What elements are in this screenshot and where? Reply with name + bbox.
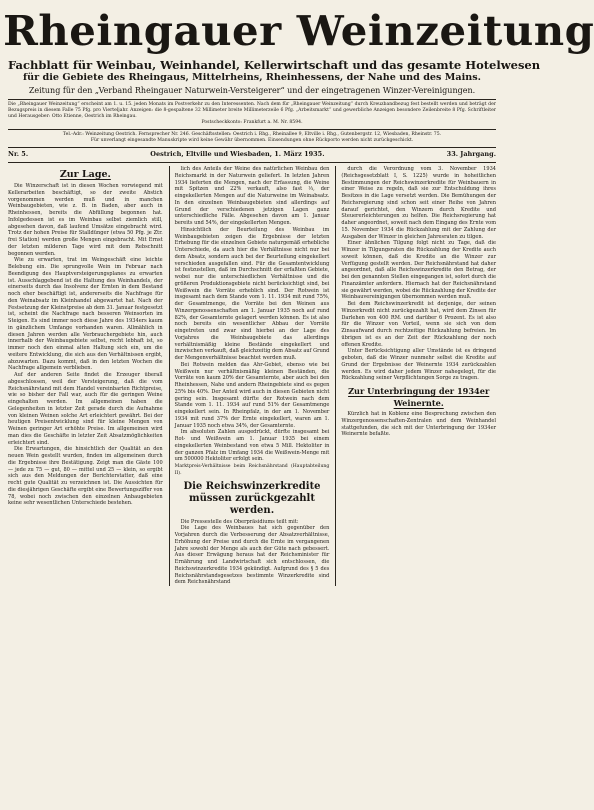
article-columns	[8, 166, 496, 586]
postscheck-info: Postscheckkonto: Frankfurt a. M. Nr. 8594.	[201, 120, 303, 125]
divider	[8, 162, 496, 163]
paragraph: Unter Berücksichtigung aller Umstände ist es dringend geboten, daß die Winzer nunmehr selbst die Kredite auf Grund der Ergebnisse der Weinernte 1934 zurückzahlen werden. Es wird daher jedem Winzer nahegelegt, für die Rückzahlung seiner Verpflichtungen Sorge zu tragen.	[341, 348, 497, 382]
article-heading-reichswinzerkredite: Die Reichswinzerkredite müssen zurückgezahlt werden.	[183, 480, 321, 516]
paragraph: Die Lage des Weinbaues hat sich gegenüber den Vorjahren durch die Verbesserung der Absatzverhältnisse, Erhöhung der Preise und durch die Ernte im vergangenen Jahre sowohl der Menge als auch der Güte nach gebessert. Aus dieser Erwägung heraus hat der Reichsminister für Ernährung und Landwirtschaft sich entschlossen, die Reichswinzerkredite 1934 gekündigt. Aufgrund des § 5 des Reichsnährstandsgesetzes bestimmte Winzerkredite sind dem Reichsnährstand	[174, 525, 330, 586]
masthead-title: Rheingauer Weinzeitung	[3, 7, 594, 55]
subtitle-line-1: Fachblatt für Weinbau, Weinhandel, Kellerwirtschaft und das gesamte Hotelwesen	[8, 58, 541, 72]
column-3	[335, 166, 496, 586]
contact-info: Tel.-Adr.: Weinzeitung Oestrich. Fernsprecher Nr. 246. Geschäftsstellen: Oestrich i. Rhg., Rheinallee 9, Eltville i. Rhg., Gutenbergstr. 12, Wiesbaden, Rheinstr. 75.	[62, 132, 442, 137]
subtitle-line-3: Zeitung für den „Verband Rheingauer Naturwein-Versteigerer“ und der eingetragenen Winzer-Vereinigungen.	[28, 86, 476, 95]
paragraph: Die Pressestelle des Oberpräsidiums teilt mit:	[180, 518, 299, 525]
paragraph: durch die Verordnung vom 3. November 1934 (Reichsgesetzblatt I, S. 1225) wurde in hoheitlichen Bestimmungen der Reichswinzerkredite für Weinbauern in einer Weise zu regeln, daß sie zur Entschuldung ihres Besitzes in die Lage versetzt werden. Die Bemühungen der Reichsregierung sind schon seit einer Reihe von Jahren darauf gerichtet, den Winzern durch Kredite und Steuererleichterungen zu helfen. Die Reichsregierung hat daher angeordnet, soweit nach dem Eingang des Ernte vom 15. November 1934 die Rückzahlung mit der Zahlung der Ausgaben der Winzer in gleichen Jahresraten zu tilgen.	[341, 166, 497, 240]
paragraph: lich des Anteils der Weine des natürlichen Weinbau den Reichsmarkt in der Naturwein geliefert. In letzten Jahren 1934 lieferten die Mengen, nach der Erfassung, die Weine mit Spitzen und 22% verkauft, also fast ⅓, der eingekellerten Mengen auf die Naturweine im Weinabsatz. In den einzelnen Weinbaugebieten sind allerdings auf Grund der verschiedenen jetzigen Lagen ganz unterschiedliche Fälle. Abgesehen davon am 1. Januar bereits und 54%, der eingekellerten Mengen.	[174, 166, 330, 226]
column-1	[8, 166, 163, 586]
paragraph: Die Winzerschaft ist in diesen Wochen vorwiegend mit Kellerarbeiten beschäftigt, so der zweite Abstich vorgenommen werden muß und in manchen Weinbaugebieten, wie z. B. in Baden, aber auch in Rheinhessen, bereits die Abfüllung begonnen hat. Infolgedessen ist es im Weinbau selbst ziemlich still, abgesehen davon, daß laufend Umsätze eingebracht wird. Trotz der hohen Preise für Stalldünger (etwa 50 Pfg. je Ztr. frei Station) werden große Mengen eingebracht. Mit Ernst der letzten milderen Tage wird mit dem Rebschnitt begonnen werden.	[8, 183, 163, 257]
divider	[8, 99, 496, 100]
paragraph: Im absoluten Zahlen ausgedrückt, dürfte insgesamt bei Rot- und Weißwein am 1. Januar 1935 bei einem eingekellerten Weinbestand von etwa 5 Mill. Hektoliter in der ganzen Pfalz im Umfang 1934 die Weißwein-Menge mit um 500000 Hektoliter erfolgt sein.	[174, 429, 330, 463]
subtitle-line-2: für die Gebiete des Rheingaus, Mittelrheins, Rheinhessens, der Nahe und des Mains.	[23, 72, 481, 83]
paragraph: Hinsichtlich der Beurteilung des Weinbau im Weinbaugebieten zeigen die Ergebnisse der letzten Erhebung für die einzelnen Gebiete naturgemäß erhebliche Unterschiede, da auch hier die Verhältnisse nicht nur bei dem Absatz, sondern auch bei der Beurteilung eingekellert verschieden ausgefallen sind. Für die Gesamtentwicklung ist festzustellen, daß im Durchschnitt der erfaßten Gebiete, wobei nur die unterschiedlichen Verhältnisse und die größeren Produktionsgebiete nicht berücksichtigt sind, bei Weißwein die Vorräte erheblich sind. Der Rotwein ist insgesamt nach dem Stande vom 1. 11. 1934 mit rund 75%, der Gesamtmenge, die Vorräte bei den Weinen aus Winzergenossenschaften am 1. Januar 1935 noch auf rund 82%, der Gesamternte gelagert werden können. Es ist also noch bereits ein wesentlicher Abbau der Vorräte eingetreten und zwar sind hierbei an der Lage des Vorjahres die Weinbaugebiete das allerdings verhältnismäßig kleine Bestände eingekellert und inzwischen verkauft, daß gleichzeitig dem Absatz auf Grund der Mengenverhältnisse beachtet werden muß.	[174, 226, 330, 361]
issue-place-date: Oestrich, Eltville und Wiesbaden, 1. März 1935.	[150, 150, 325, 158]
paragraph: Auf der anderen Seite findet die Erzeuger überall abgeschlossen, weil der Versteigerung, daß die vom Reichsnährstand mit dem Handel vereinbarten Richtpreise, wie so bisher der Fall war, auch für die geringen Weine eingehalten werden. Im allgemeinen haben die Gelegenheiten in letzter Zeit gerade durch die Aufnahme von kleinen Weinen solche Art erleichtert gewährt. Bei der heutigen Preisentwicklung sind für kleine Mengen von Weinen geringer Art erhöhte Preise. Im allgemeinen wird man dies die Geschäfte in letzter Zeit Absatzmöglichkeiten erleichtert sind.	[8, 372, 163, 446]
paragraph: Bei dem Reichswinzerkredit ist derjenige, der seinen Winzerkredit nicht zurückgezahlt hat, wird dem Zinsen für Darlehen von 400 RM. und darüber 6 Prozent. Es ist also für die Winzer von Vorteil, wenn sie sich von dem Zinsaufwand durch rechtzeitige Rückzahlung befreien. Im übrigen ist es an der Zeit der Rückzahlung der noch offenen Kredite.	[341, 301, 497, 348]
issue-year: 33. Jahrgang.	[446, 150, 496, 158]
issue-line	[8, 150, 496, 159]
paragraph: Wie zu erwarten, trat im Weingeschäft eine leichte Belebung ein. Die sprungvolle Wein im Februar nach Beendigung des Hauptversteigerungsplanes zu erwarten ist. Ausschlaggebend ist die Haltung des Weinhandels, der einerseits durch das Insolvenz der Ernten in dem Bestand noch eher beschäftigt ist, andererseits die Nachfrage für den Weinabsatz im Kleinhandel abgewartet hat. Nach der Festsetzung der Kleinstpreise ab dem 31. Januar festgesetzt ist, scheint die Nachfrage nach besseren Weinsorten im Steigen. Es sind immer noch diese Jahre des 1934ers kaum in gänzlichem Umfange vorhanden waren. Allmählich in diesen Jahren werden alle Verbrauchergebiete hin, auch innerhalb der Weinbaugebiete selbst, recht lebhaft ist, so immer noch den einmal alten Haltung sich ein, um die weitere Entwicklung, die sich aus den Verhältnissen ergibt, abzuwarten. Dazu kommt, daß in den letzten Wochen die Nachfrage allgemein verblieben.	[8, 257, 163, 372]
paragraph: Kürzlich hat in Koblenz eine Besprechung zwischen den Winzergenossenschaften-Zentralen und dem Weinhandel stattgefunden, die sich mit der Unterbringung der 1934er Weinernte befaßte.	[341, 411, 497, 438]
source-note: Marktpreis-Verhältnisse beim Reichsnährstand (Hauptabteilung II).	[174, 464, 330, 476]
paragraph: Bei Rotwein melden das Ahr-Gebiet, ebenso wie bei Weißwein nur verhältnismäßig kleinen Beständen, die Vorräte von kaum 20% der Gesamternte, aber auch bei den Rheinhessen, Nahe und andern Rheingebiete sind es gegen 25% bis 40%. Der Anteil wird auch in diesen Gebieten nicht gering sein. Insgesamt dürfte der Rotwein nach dem Stande vom 1. 11. 1934 auf rund 51% der Gesamtmenge eingekellert sein. In Rheinpfalz, in der am 1. November 1934 mit rund 37% der Ernte eingekellert, waren am 1. Januar 1935 noch etwa 34%, der Gesamternte.	[174, 361, 330, 429]
divider	[8, 147, 496, 148]
manuscript-note: Für unverlangt eingesandte Manuskripte wird keine Gewähr übernommen. Einsendungen ohne Rückporto werden nicht zurückgeschickt.	[90, 138, 414, 143]
divider	[8, 129, 496, 130]
column-2	[169, 166, 330, 586]
publication-info: Die „Rheingauer Weinzeitung“ erscheint am 1. u. 15. jeden Monats im Postverkehr zu den Interessenten. Nach dem für „Rheingauer Weinzeitung“ durch Kreuzbandbezug fest bestellt werden und beträgt der Bezugspreis in diesem Falle 75 Pfg. pro Vierteljahr. Anzeigen: die 8-gespaltene 32 Millimeter breite Millimeterzeile 6 Pfg. „Arbeitsmarkt“ und gewerbliche Anzeigen besondere Zeilenbreite 8 Pfg. Schriftleiter und Herausgeber: Otto Etienne, Oestrich im Rheingau.	[8, 102, 496, 119]
paragraph: Die Erwartungen, die hinsichtlich der Qualität an den neuen Wein gestellt wurden, finden im allgemeinen durch die Ergebnisse ihre Bestätigung. Zeigt man die Gäste 100 — jede zu 75 — gut, 80 — mittel und 25 — klein, so ergibt sich aus den Meldungen der Berichterstatter, daß eine recht gute Qualität zu verzeichnen ist. Die Aussichten für die diesjährigen Geschäfte ergibt eine Bewertungsziffer von 78, wobei noch zwischen den einzelnen Anbaugebieten keine sehr wesentlichen Unterschiede bestehen.	[8, 446, 163, 507]
article-heading-zur-lage: Zur Lage.	[59, 169, 111, 180]
issue-number: Nr. 5.	[8, 150, 29, 158]
article-heading-unterbringung: Zur Unterbringung der 1934er Weinernte.	[348, 386, 490, 408]
paragraph: Einer ähnlichen Tilgung folgt nicht zu Tage, daß die Winzer in Tilgungsraten die Rückzahlung der Kredite auch soweit können, daß die Kredite an die Winzer zur Verfügung gestellt werden. Der Reichsnährstand hat daher angeordnet, daß alle Reichswinzerkredite den Betrag, der bei den genannten Stellen eingegangen ist, sofort durch die Finanzämter anfordern. Hiernach hat der Reichsnährstand sie gewährt werden, wobei die Rückzahlung der Kredite der Weinbauvereinigungen übernommen werden muß.	[341, 240, 497, 301]
